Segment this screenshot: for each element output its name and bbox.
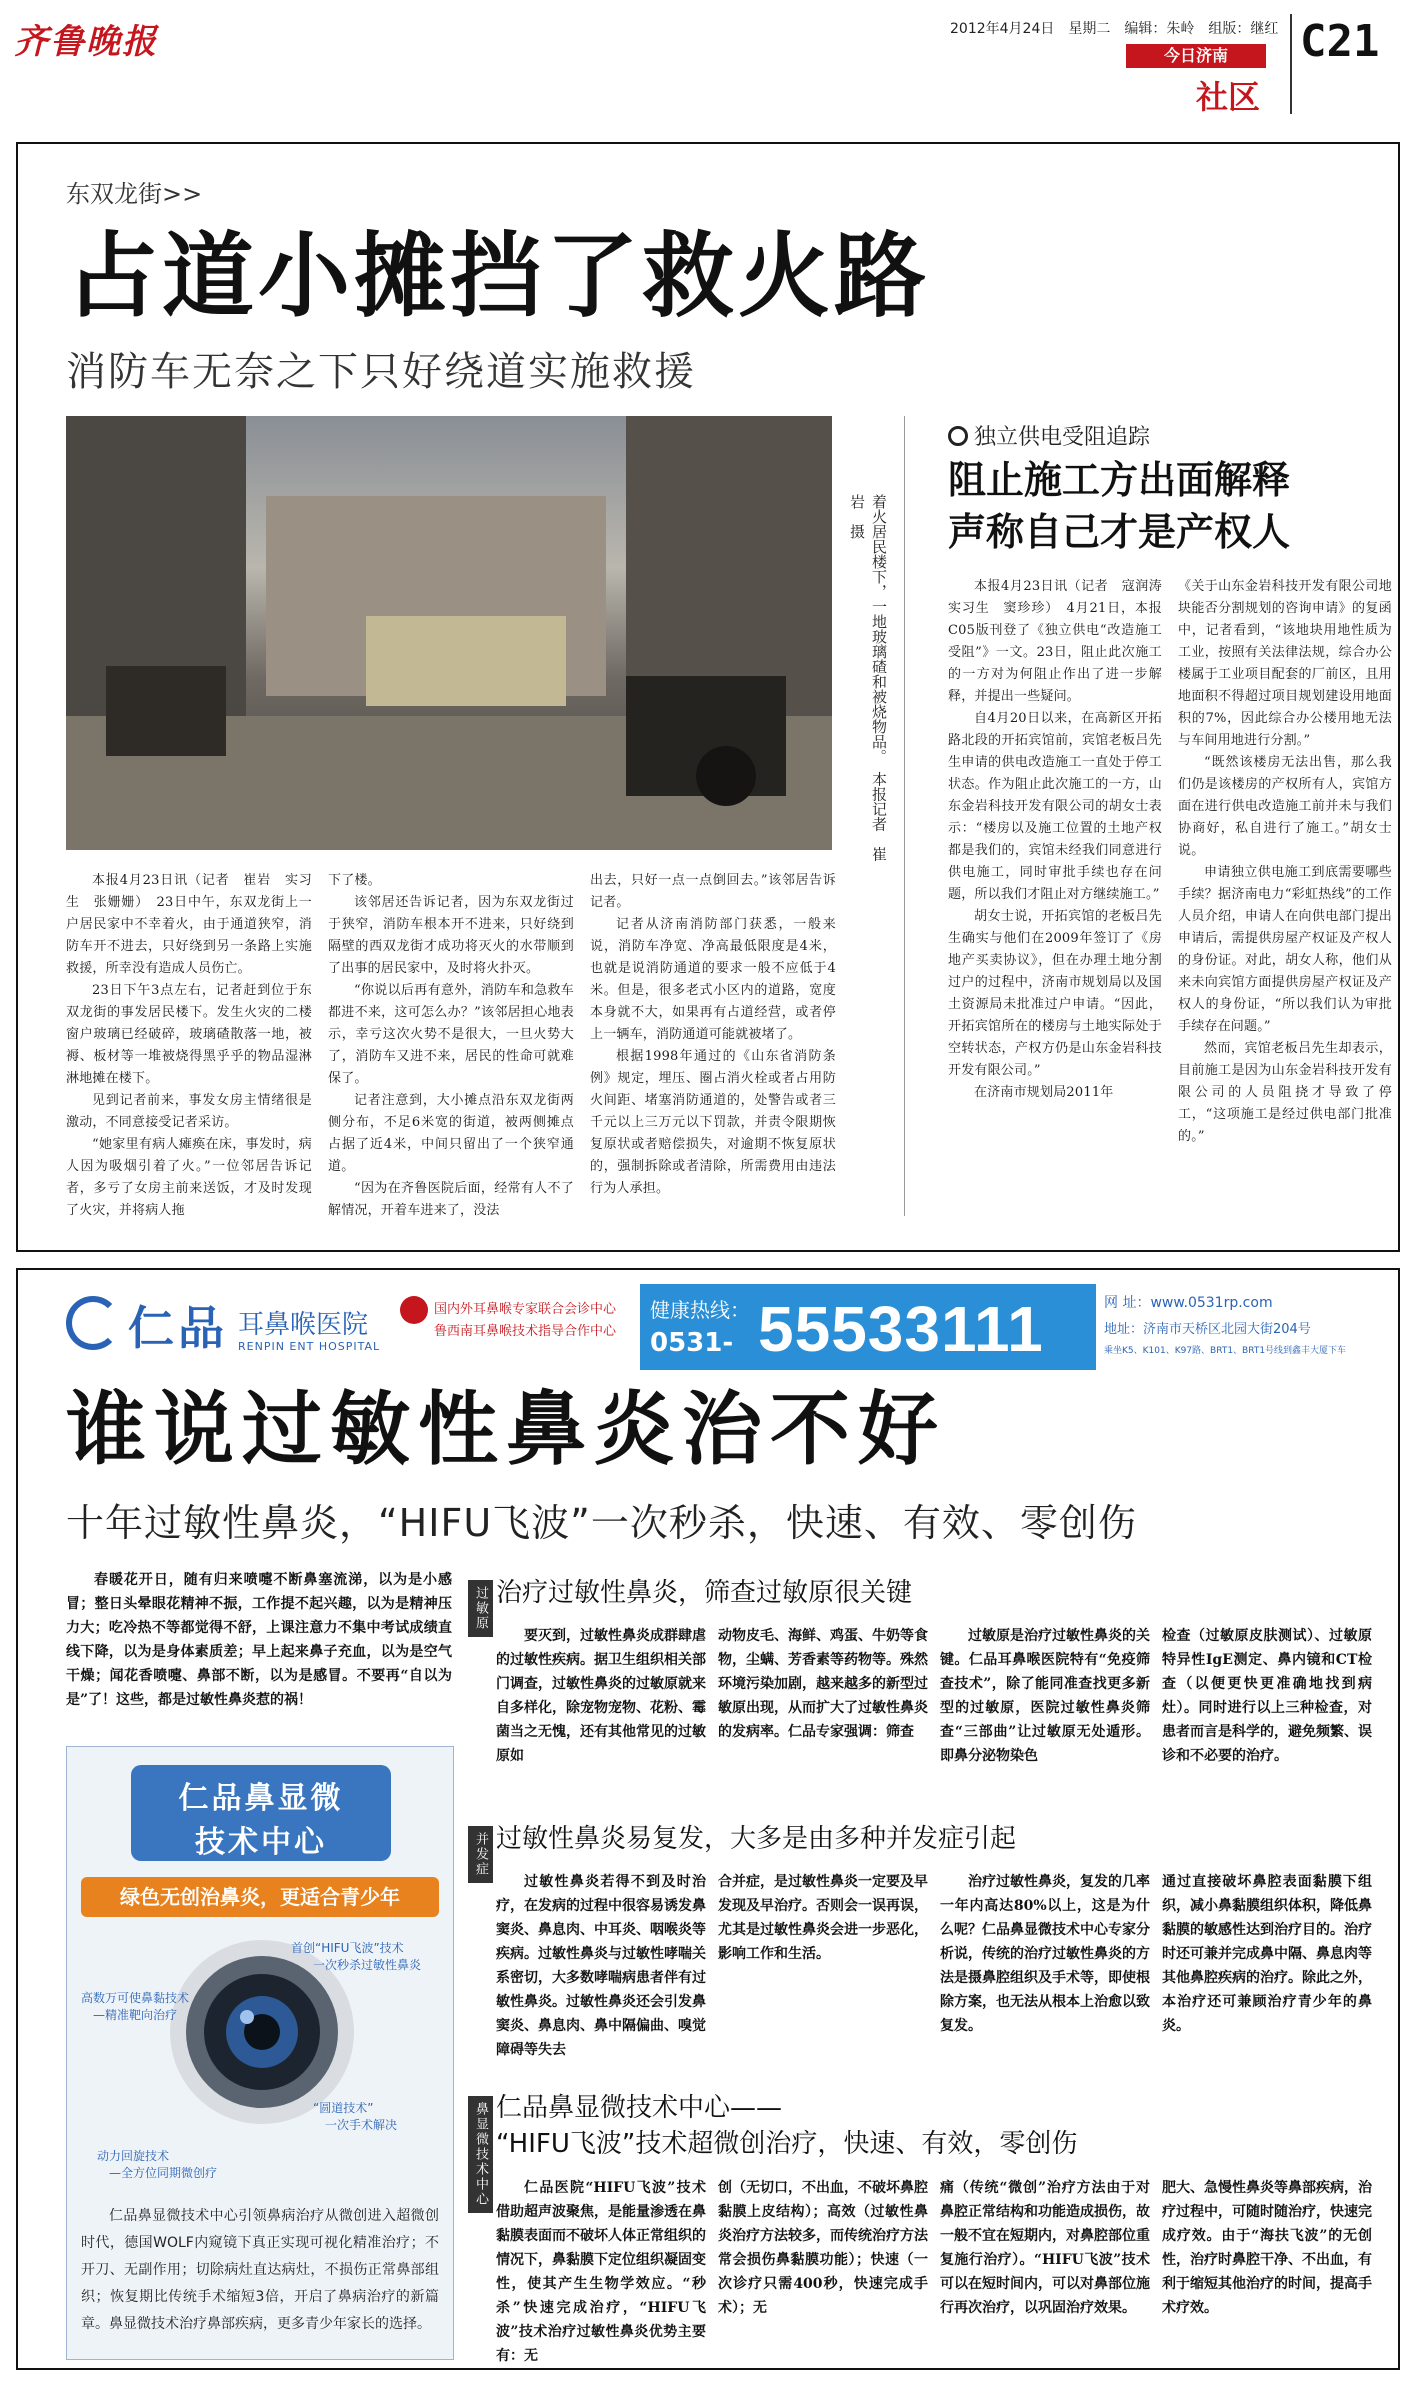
brand-name: 仁品: [128, 1301, 228, 1355]
story-subhead: 消防车无奈之下只好绕道实施救援: [66, 349, 696, 395]
tech-col-2: [718, 2176, 928, 2320]
tech-tag: [81, 1989, 189, 2023]
paragraph: 《关于山东金岩科技开发有限公司地块能否分割规划的咨询申请》的复函中，记者看到，“该地块用地性质为工业，按照有关法律法规，综合办公楼属于工业项目配套的厂前区，且用地面积不得超过项目规划建设用地面积的7%，因此综合办公楼用地无法与车间用地进行分割。”: [1178, 579, 1392, 748]
affiliation-line: 国内外耳鼻喉专家联合会诊中心: [434, 1302, 617, 1317]
bus-info: 乘坐K5、K101、K97路、BRT1、BRT1号线到鑫丰大厦下车: [1104, 1346, 1347, 1356]
paragraph: 记者从济南消防部门获悉，一般来说，消防车净宽、净高最低限度是4米，也就是说消防通道的要求一般不应低于4米。但是，很多老式小区内的道路，宽度本身就不大，如果再有占道经营，或者停上一辆车，消防通道可能就被堵了。: [590, 917, 836, 1042]
side-story-headline: [948, 454, 1290, 558]
paragraph: 自4月20日以来，在高新区开拓路北段的开拓宾馆前，宾馆老板吕先生申请的供电改造施工一直处于停工状态。作为阻止此次施工的一方，山东金岩科技开发有限公司的胡女士表示：“楼房以及施工位置的土地产权都是我们的，宾馆未经我们同意进行供电施工，同时审批手续也存在问题，所以我们才阻止对方继续施工。”: [948, 711, 1162, 902]
affiliation-badge-icon: [400, 1296, 428, 1324]
brand-sub: 耳鼻喉医院: [238, 1310, 369, 1340]
paragraph: 过敏性鼻炎若得不到及时治疗，在发病的过程中很容易诱发鼻窦炎、鼻息肉、中耳炎、咽喉炎等疾病。过敏性鼻炎与过敏性哮喘关系密切，大多数哮喘病患者伴有过敏性鼻炎。过敏性鼻炎还会引发鼻窦炎、鼻息肉、鼻中隔偏曲、嗅觉障碍等失去: [496, 1874, 706, 2058]
affiliation-line: 鲁西南耳鼻喉技术指导合作中心: [434, 1324, 617, 1339]
ad-headline: 谁说过敏性鼻炎治不好: [66, 1383, 946, 1476]
tech-tag-line: —精准靶向治疗: [93, 2008, 178, 2022]
side-story-kicker: [948, 420, 1150, 451]
allergen-col-1: [496, 1624, 706, 1768]
news-photo: [66, 416, 832, 850]
section-title-line: 仁品鼻显微技术中心——: [496, 2093, 783, 2123]
photo-caption: 着火居民楼下，一地玻璃碴和被烧物品。 本报记者 崔岩 摄: [848, 494, 888, 862]
brand-en: RENPIN ENT HOSPITAL: [238, 1340, 381, 1353]
tech-tag-line: —全方位同期微创疗: [109, 2166, 218, 2180]
address: 地址：济南市天桥区北园大街204号: [1104, 1322, 1311, 1337]
paragraph: 治疗过敏性鼻炎，复发的几率一年内高达80%以上，这是为什么呢？仁品鼻显微技术中心专家分析说，传统的治疗过敏性鼻炎的方法是摄鼻腔组织及手术等，即使根除方案，也无法从根本上治愈以致复发。: [940, 1874, 1150, 2034]
hotline-area: 0531-: [650, 1328, 734, 1358]
paragraph: 创（无切口，不出血，不破坏鼻腔黏膜上皮结构）；高效（过敏性鼻炎治疗方法较多，而传统治疗方法常会损伤鼻黏膜功能）；快速（一次诊疗只需400秒，快速完成手术）；无: [718, 2180, 928, 2316]
tech-tag-line: 高数万可使鼻黏技术: [81, 1991, 190, 2005]
paragraph: 检查（过敏原皮肤测试）、过敏原特异性IgE测定、鼻内镜和CT检查（以便更快更准确地找到病灶）。同时进行以上三种检查，对患者而言是科学的，避免频繁、误诊和不必要的治疗。: [1162, 1628, 1372, 1764]
tech-col-1: [496, 2176, 706, 2368]
section-title-tech-center: [496, 2090, 1077, 2162]
paragraph: 通过直接破坏鼻腔表面黏膜下组织，减小鼻黏膜组织体积，降低鼻黏膜的敏感性达到治疗目的。治疗时还可兼并完成鼻中隔、鼻息肉等其他鼻腔疾病的治疗。除此之外，本治疗还可兼顾治疗青少年的鼻炎。: [1162, 1874, 1372, 2034]
tech-tag: [291, 1939, 421, 1973]
page-number: C21: [1300, 16, 1380, 67]
tech-tag-line: “圆道技术”: [313, 2101, 374, 2115]
page-divider: [1290, 14, 1292, 114]
swirl-logo-icon: [66, 1296, 120, 1350]
section-tag-tech-center: 鼻显微技术中心: [468, 2096, 493, 2213]
tech-tag: [313, 2099, 397, 2133]
allergen-col-3: [940, 1624, 1150, 1768]
paragraph: 痛（传统“微创”治疗方法由于对鼻腔正常结构和功能造成损伤，故一般不宜在短期内，对鼻腔部位重复施行治疗）。“HIFU飞波”技术可以在短时间内，可以对鼻部位施行再次治疗，以巩固治疗效果。: [940, 2180, 1150, 2316]
main-story-column-2: [328, 870, 574, 1222]
bullet-icon: [948, 426, 968, 446]
section-title-line: “HIFU飞波”技术超微创治疗，快速、有效，零创伤: [496, 2129, 1078, 2159]
contact-block: [1104, 1292, 1394, 1356]
ad-subline: 十年过敏性鼻炎，“HIFU飞波”一次秒杀，快速、有效、零创伤: [66, 1501, 1137, 1545]
complication-col-4: [1162, 1870, 1372, 2038]
paragraph: 过敏原是治疗过敏性鼻炎的关键。仁品耳鼻喉医院特有“免疫筛查技术”，除了能同准查找更多新型的过敏原，医院过敏性鼻炎筛查“三部曲”让过敏原无处遁形。即鼻分泌物染色: [940, 1628, 1150, 1764]
complication-col-3: [940, 1870, 1150, 2038]
allergen-col-4: [1162, 1624, 1372, 1768]
section-name: 社区: [1196, 78, 1261, 116]
hospital-logo: [66, 1292, 386, 1362]
paragraph: 肥大、急慢性鼻炎等鼻部疾病，治疗过程中，可随时随治疗，快速完成疗效。由于“海扶飞波”的无创性，治疗时鼻腔干净、不出血，有利于缩短其他治疗的时间，提高手术疗效。: [1162, 2180, 1372, 2316]
complication-col-2: [718, 1870, 928, 1966]
story-kicker: 东双龙街>>: [66, 180, 203, 208]
website: 网 址：www.0531rp.com: [1104, 1295, 1273, 1311]
section-title-allergen: 治疗过敏性鼻炎，筛查过敏原很关键: [496, 1578, 913, 1608]
section-title-complication: 过敏性鼻炎易复发，大多是由多种并发症引起: [496, 1824, 1017, 1854]
tech-title-line: 技术中心: [195, 1825, 327, 1860]
hotline-label: 健康热线：: [650, 1298, 750, 1322]
paragraph: 下了楼。: [328, 873, 381, 888]
tech-center-body: 仁品鼻显微技术中心引领鼻病治疗从微创进入超微创时代，德国WOLF内窥镜下真正实现可视化精准治疗；不开刀、无副作用；切除病灶直达病灶，不损伤正常鼻部组织；恢复期比传统手术缩短3倍，开启了鼻病治疗的新篇章。鼻显微技术治疗鼻部疾病，更多青少年家长的选择。: [81, 2208, 439, 2332]
paragraph: 出去，只好一点一点倒回去。”该邻居告诉记者。: [590, 873, 836, 910]
paragraph: 记者注意到，大小摊点沿东双龙街两侧分布，不足6米宽的街道，被两侧摊点占据了近4米，中间只留出了一个狭窄通道。: [328, 1093, 574, 1174]
side-headline-line: 声称自己才是产权人: [948, 510, 1291, 554]
paragraph: 本报4月23日讯（记者 寇润涛 实习生 窦珍珍） 4月21日，本报C05版刊登了《独立供电“改造施工受阻”》一文。23日，阻止此次施工的一方对为何阻止作出了进一步解释，并提出一些疑问。: [948, 579, 1176, 704]
paragraph: 该邻居还告诉记者，因为东双龙街过于狭窄，消防车根本开不进来，只好绕到隔壁的西双龙街才成功将灭火的水带顺到了出事的居民家中，及时将火扑灭。: [328, 895, 574, 976]
story-headline: 占道小摊挡了救火路: [66, 223, 931, 330]
paragraph: 合并症，是过敏性鼻炎一定要及早发现及早治疗。否则会一误再误，尤其是过敏性鼻炎会进一步恶化，影响工作和生活。: [718, 1874, 928, 1962]
hotline-number: 55533111: [758, 1293, 1044, 1365]
paragraph: 仁品医院“HIFU飞波”技术借助超声波聚焦，是能量渗透在鼻黏膜表面而不破坏人体正常组织的情况下，鼻黏膜下定位组织凝固变性，使其产生生物学效应。“秒杀”快速完成治疗，“HIFU飞波”技术治疗过敏性鼻炎优势主要有：无: [496, 2180, 706, 2364]
paragraph: 见到记者前来，事发女房主情绪很是激动，不同意接受记者采访。: [66, 1093, 312, 1130]
paragraph: “因为在齐鲁医院后面，经常有人不了解情况，开着车进来了，没法: [328, 1181, 574, 1218]
section-tag-allergen: 过敏原: [468, 1580, 493, 1637]
tech-col-3: [940, 2176, 1150, 2320]
paragraph: “既然该楼房无法出售，那么我们仍是该楼房的产权所有人，宾馆方面在进行供电改造施工前并未与我们协商好，私自进行了施工。”胡女士说。: [1178, 755, 1392, 858]
tech-title-line: 仁品鼻显微: [178, 1781, 344, 1816]
paragraph: “你说以后再有意外，消防车和急救车都进不来，这可怎么办？”该邻居担心地表示，幸亏这次火势不是很大，一旦火势大了，消防车又进不来，居民的性命可就难保了。: [328, 983, 574, 1086]
paragraph: 胡女士说，开拓宾馆的老板吕先生确实与他们在2009年签订了《房地产买卖协议》，但在办理土地分割过户的过程中，济南市规划局以及国土资源局未批准过户申请。“因此，开拓宾馆所在的楼房与土地实际处于空转状态，产权方仍是山东金岩科技开发有限公司。”: [948, 909, 1162, 1078]
tech-slogan: 绿色无创治鼻炎，更适合青少年: [81, 1877, 439, 1917]
paragraph: 然而，宾馆老板吕先生却表示，目前施工是因为山东金岩科技开发有限公司的人员阻挠才导致了停工，“这项施工是经过供电部门批准的。”: [1178, 1041, 1392, 1144]
paragraph: 春暖花开日，随有归来喷嚏不断鼻塞流涕，以为是小感冒；整日头晕眼花精神不振，工作提不起兴趣，以为是精神压力大；吃冷热不等都觉得不舒，上课注意力不集中考试成绩直线下降，以为是身体素质差；早上起来鼻子充血，以为是空气干燥；闻花香喷嚏、鼻部不断，以为是感冒。不要再“自以为是”了！这些，都是过敏性鼻炎惹的祸！: [66, 1572, 452, 1708]
tech-center-title: [131, 1765, 391, 1861]
hotline-bar: [640, 1284, 1096, 1370]
paragraph: 动物皮毛、海鲜、鸡蛋、牛奶等食物，尘螨、芳香素等药物等。殊然环境污染加剧，越来越多的新型过敏原出现，从而扩大了过敏性鼻炎的发病率。仁品专家强调：筛查: [718, 1628, 928, 1740]
complication-col-1: [496, 1870, 706, 2062]
paragraph: 23日下午3点左右，记者赶到位于东双龙街的事发居民楼下。发生火灾的二楼窗户玻璃已经破碎，玻璃碴散落一地，被褥、板材等一堆被烧得黑乎乎的物品湿淋淋地摊在楼下。: [66, 983, 312, 1086]
side-kicker-text: 独立供电受阻追踪: [974, 425, 1151, 450]
photo-illustration: [66, 416, 832, 850]
paragraph: 在济南市规划局2011年: [974, 1085, 1114, 1100]
tech-tag-line: 一次秒杀过敏性鼻炎: [313, 1958, 422, 1972]
side-story-divider: [904, 416, 905, 1216]
ad-intro: [66, 1568, 452, 1712]
side-story-column-1: [948, 576, 1176, 1104]
side-story-column-2: [1178, 576, 1392, 1148]
tech-tag: [97, 2147, 217, 2181]
paragraph: 要灭到，过敏性鼻炎成群肆虐的过敏性疾病。据卫生组织相关部门调查，过敏性鼻炎的过敏原就来自多样化，除宠物宠物、花粉、霉菌当之无愧，还有其他常见的过敏原如: [496, 1628, 706, 1764]
section-tag-complication: 并发症: [468, 1826, 493, 1883]
paragraph: “她家里有病人瘫痪在床，事发时，病人因为吸烟引着了火。”一位邻居告诉记者，多亏了女房主前来送饭，才及时发现了火灾，并将病人拖: [66, 1137, 312, 1218]
tech-tag-line: 动力回旋技术: [97, 2149, 170, 2163]
paragraph: 申请独立供电施工到底需要哪些手续？据济南电力“彩虹热线”的工作人员介绍，申请人在向供电部门提出申请后，需提供房屋产权证及产权人的身份证。对此，胡女人称，他们从来未向宾馆方面提供房屋产权证及产权人的身份证，“所以我们认为审批手续存在问题。”: [1178, 865, 1392, 1034]
allergen-col-2: [718, 1624, 928, 1744]
main-story-column-1: [66, 870, 312, 1222]
tech-tag-line: 首创“HIFU飞波”技术: [291, 1941, 404, 1955]
date-line: 2012年4月24日 星期二 编辑：朱岭 组版：继红: [950, 21, 1279, 37]
tech-center-box: [66, 1746, 454, 2360]
paragraph: 根据1998年通过的《山东省消防条例》规定，埋压、圈占消火栓或者占用防火间距、堵塞消防通道的，处警告或者三千元以上三万元以下罚款，并责令限期恢复原状或者赔偿损失，对逾期不恢复原状的，强制拆除或者清除，所需费用由违法行为人承担。: [590, 1049, 836, 1196]
tech-tag-line: 一次手术解决: [325, 2118, 398, 2132]
tech-col-4: [1162, 2176, 1372, 2320]
main-story-column-3: [590, 870, 836, 1200]
newspaper-logo: 齐鲁晚报: [14, 22, 158, 62]
section-tag: 今日济南: [1126, 44, 1266, 68]
side-headline-line: 阻止施工方出面解释: [948, 458, 1291, 502]
paragraph: 本报4月23日讯（记者 崔岩 实习生 张姗姗） 23日中午，东双龙街上一户居民家中不幸着火，由于通道狭窄，消防车开不进去，只好绕到另一条路上实施救援，所幸没有造成人员伤亡。: [66, 873, 312, 976]
